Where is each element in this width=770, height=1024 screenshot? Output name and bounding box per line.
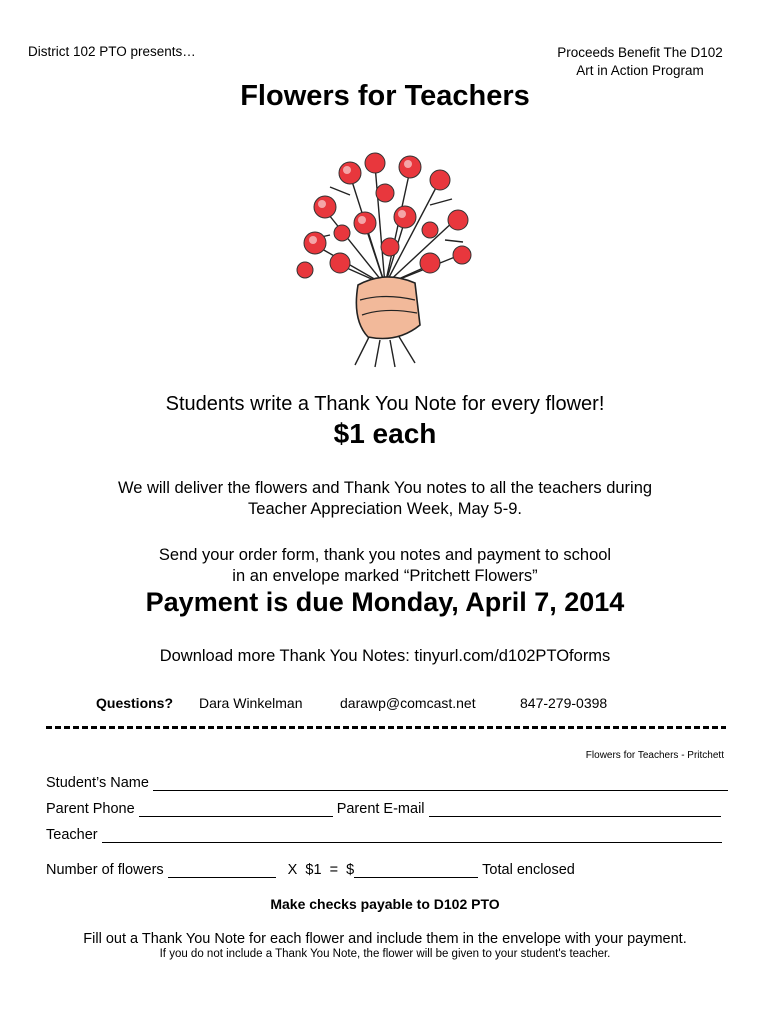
send-line1: Send your order form, thank you notes and payment to school — [158, 546, 612, 564]
form-tag: Flowers for Teachers - Pritchett — [585, 750, 724, 761]
contact-email: darawp@comcast.net — [340, 695, 476, 711]
thank-you-note-warning: If you do not include a Thank You Note, the flower will be given to your student's teacher. — [159, 948, 611, 960]
teacher-label: Teacher — [46, 827, 98, 843]
number-of-flowers-field[interactable] — [168, 863, 276, 878]
fill-out-instructions: Fill out a Thank You Note for each flower and include them in the envelope with your payment. — [83, 931, 687, 947]
student-name-label: Student’s Name — [46, 775, 149, 791]
send-line2: in an envelope marked “Pritchett Flowers” — [232, 567, 538, 585]
number-of-flowers-label: Number of flowers — [46, 862, 164, 878]
page-title: Flowers for Teachers — [240, 80, 530, 112]
teacher-field[interactable] — [102, 828, 722, 843]
questions-label: Questions? — [96, 695, 174, 711]
delivery-line1: We will deliver the flowers and Thank You notes to all the teachers during — [117, 479, 653, 497]
header-right-text — [550, 44, 730, 80]
download-notes-text: Download more Thank You Notes: tinyurl.com/d102PTOforms — [159, 647, 611, 665]
cut-line-divider — [46, 726, 726, 729]
delivery-line2: Teacher Appreciation Week, May 5-9. — [248, 500, 522, 518]
price-multiplier: X $1 = $ — [287, 862, 355, 878]
price-text: $1 each — [333, 418, 437, 449]
payment-due-text: Payment is due Monday, April 7, 2014 — [145, 587, 625, 617]
student-name-row — [46, 775, 728, 791]
checks-payable-text: Make checks payable to D102 PTO — [270, 896, 500, 912]
header-right-line2: Art in Action Program — [576, 63, 704, 78]
flower-heads — [297, 153, 471, 278]
total-enclosed-label: Total enclosed — [482, 862, 575, 878]
student-name-field[interactable] — [153, 776, 728, 791]
flower-count-row — [46, 862, 575, 878]
header-right-line1: Proceeds Benefit The D102 — [557, 45, 723, 60]
parent-phone-field[interactable] — [139, 802, 333, 817]
parent-email-label: Parent E-mail — [336, 801, 425, 817]
total-amount-field[interactable] — [354, 863, 478, 878]
delivery-text — [0, 478, 770, 520]
teacher-row — [46, 827, 722, 843]
parent-contact-row — [46, 801, 721, 817]
send-instructions — [0, 545, 770, 587]
contact-phone: 847-279-0398 — [520, 695, 608, 711]
parent-email-field[interactable] — [429, 802, 721, 817]
parent-phone-label: Parent Phone — [46, 801, 135, 817]
students-line: Students write a Thank You Note for every flower! — [165, 393, 605, 415]
flower-bouquet-illustration — [280, 135, 490, 370]
header-left-text: District 102 PTO presents… — [28, 44, 196, 59]
contact-name: Dara Winkelman — [199, 695, 303, 711]
hand-fist — [356, 277, 420, 339]
